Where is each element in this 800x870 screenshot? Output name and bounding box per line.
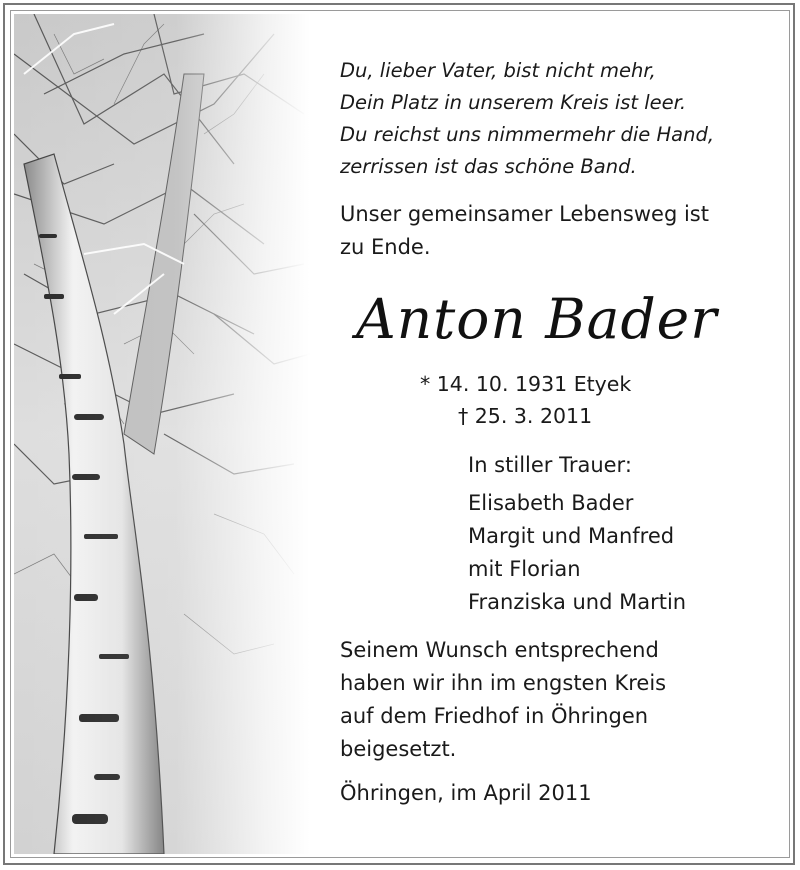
intro-line: zu Ende. — [340, 235, 431, 259]
burial-notice — [340, 634, 666, 766]
poem-line: Du reichst uns nimmermehr die Hand, — [340, 123, 715, 146]
intro-line: Unser gemeinsamer Lebensweg ist — [340, 202, 709, 226]
notice-line: haben wir ihn im engsten Kreis — [340, 671, 667, 695]
death-date: † 25. 3. 2011 — [458, 404, 593, 428]
deceased-name: Anton Bader — [356, 287, 718, 351]
mourner-name: Franziska und Martin — [468, 590, 687, 614]
intro-text — [340, 198, 709, 264]
notice-line: beigesetzt. — [340, 737, 457, 761]
life-dates — [420, 368, 631, 432]
mourner-name: Elisabeth Bader — [468, 491, 634, 515]
poem-line: zerrissen ist das schöne Band. — [340, 155, 637, 178]
mourners-heading: In stiller Trauer: — [468, 453, 632, 477]
poem — [340, 55, 714, 183]
place-date: Öhringen, im April 2011 — [340, 781, 592, 805]
birth-date: * 14. 10. 1931 Etyek — [420, 372, 632, 396]
mourner-name: Margit und Manfred — [468, 524, 675, 548]
poem-line: Dein Platz in unserem Kreis ist leer. — [340, 91, 687, 114]
notice-line: Seinem Wunsch entsprechend — [340, 638, 659, 662]
notice-line: auf dem Friedhof in Öhringen — [340, 704, 649, 728]
poem-line: Du, lieber Vater, bist nicht mehr, — [340, 59, 656, 82]
mourner-name: mit Florian — [468, 557, 581, 581]
mourners-block — [468, 449, 686, 619]
birch-tree-photo — [14, 14, 310, 854]
